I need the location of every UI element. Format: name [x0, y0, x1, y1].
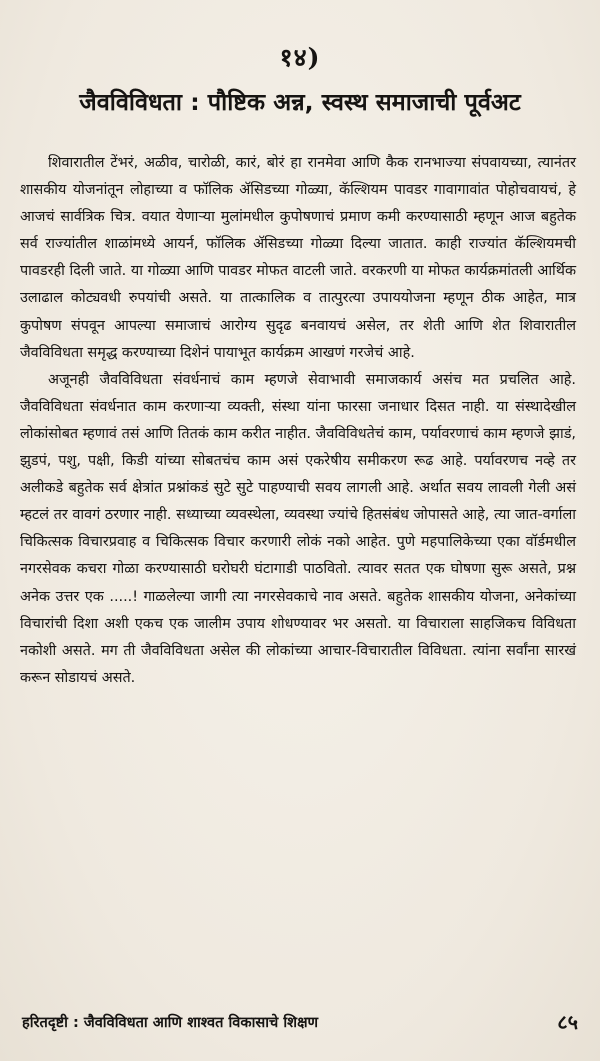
running-title: हरितदृष्टी : जैवविविधता आणि शाश्वत विकासाचे शिक्षण: [22, 1014, 319, 1031]
chapter-title: जैवविविधता : पौष्टिक अन्न, स्वस्थ समाजाची पूर्वअट: [79, 88, 521, 116]
chapter-number: १४): [279, 43, 321, 72]
body-text: [20, 150, 576, 692]
paragraph: अजूनही जैवविविधता संवर्धनाचं काम म्हणजे सेवाभावी समाजकार्य असंच मत प्रचलित आहे. जैवविविधता संवर्धनात काम करणाऱ्या व्यक्ती, संस्था यांना फारसा जनाधार दिसत नाही. या संस्थादेखील लोकांसोबत म्हणावं तसं आणि तितकं काम करीत नाहीत. जैवविविधतेचं काम, पर्यावरणाचं काम म्हणजे झाडं, झुडपं, पशु, पक्षी, किडी यांच्या सोबतचंच काम असं एकरेषीय समीकरण रूढ आहे. पर्यावरणच नव्हे तर अलीकडे बहुतेक सर्व क्षेत्रांत प्रश्नांकडं सुटे सुटे पाहण्याची सवय लागली आहे. अर्थात सवय लावली गेली असं म्हटलं तर वावगं ठरणार नाही. सध्याच्या व्यवस्थेला, व्यवस्था ज्यांचे हितसंबंध जोपासते आहे, त्या जात-वर्गाला चिकित्सक विचारप्रवाह व चिकित्सक विचार करणारी लोकं नको आहेत. पुणे महपालिकेच्या एका वॉर्डमधील नगरसेवक कचरा गोळा करण्यासाठी घरोघरी घंटागाडी पाठवितो. त्यावर सतत एक घोषणा सुरू असते, प्रश्न अनेक उत्तर एक .....! गाळलेल्या जागी त्या नगरसेवकाचे नाव असते. बहुतेक शासकीय योजना, अनेकांच्या विचारांची दिशा अशी एकच एक जालीम उपाय शोधण्यावर भर असतो. या विचाराला साहजिकच विविधता नकोशी असते. मग ती जैवविविधता असेल की लोकांच्या आचार-विचारातील विविधता. त्यांना सर्वांना सारखं करून सोडायचं असते.: [20, 371, 576, 686]
page-number: ८५: [557, 1010, 578, 1034]
page-footer: [22, 1010, 578, 1040]
paragraph: शिवारातील टेंभरं, अळीव, चारोळी, कारं, बोरं हा रानमेवा आणि कैक रानभाज्या संपवायच्या, त्यानंतर शासकीय योजनांतून लोहाच्या व फॉलिक ॲसिडच्या गोळ्या, कॅल्शियम पावडर गावागावांत पोहोचवायचं, हे आजचं सार्वत्रिक चित्र. वयात येणाऱ्या मुलांमधील कुपोषणाचं प्रमाण कमी करण्यासाठी म्हणून आज बहुतेक सर्व राज्यांतील शाळांमध्ये आयर्न, फॉलिक ॲसिडच्या गोळ्या दिल्या जातात. काही राज्यांत कॅल्शियमची पावडरही दिली जाते. या गोळ्या आणि पावडर मोफत वाटली जाते. वरकरणी या मोफत कार्यक्रमांतली आर्थिक उलाढाल कोट्यवधी रुपयांची असते. या तात्कालिक व तात्पुरत्या उपाययोजना म्हणून ठीक आहेत, मात्र कुपोषण संपवून आपल्या समाजाचं आरोग्य सुदृढ बनवायचं असेल, तर शेती आणि शेत शिवारातील जैवविविधता समृद्ध करण्याच्या दिशेनं पायाभूत कार्यक्रम आखणं गरजेचं आहे.: [20, 155, 576, 361]
